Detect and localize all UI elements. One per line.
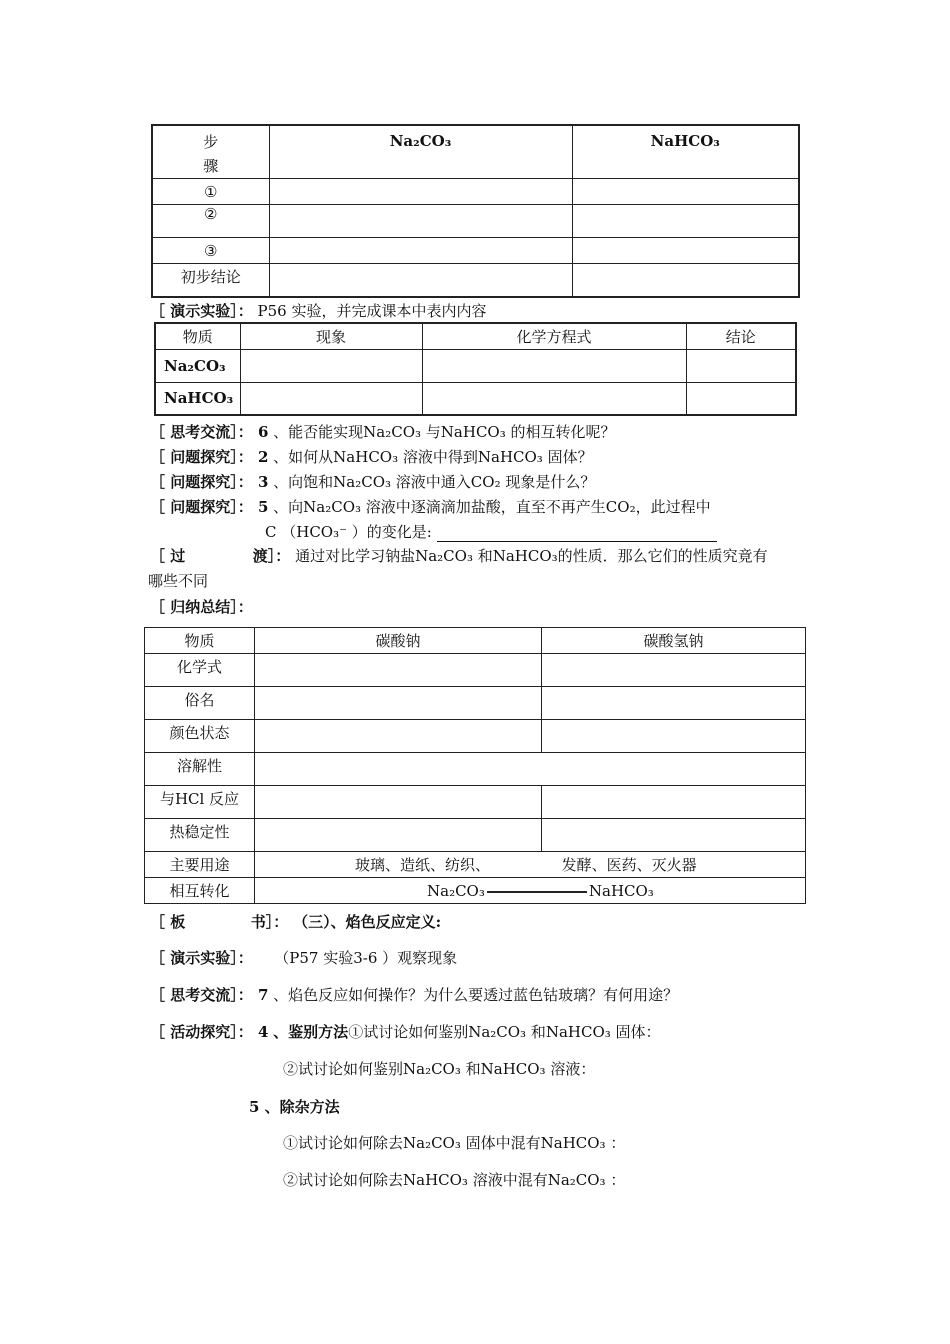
demo-tag: ［ 演示实验］： — [150, 302, 253, 320]
activity-item-3: ①试讨论如何除去Na₂CO₃ 固体中混有NaHCO₃ ： — [283, 1134, 626, 1152]
transition: ［ 过 渡］： 通过对比学习钠盐Na₂CO₃ 和NaHCO₃的性质．那么它们的性质究竟有 — [150, 547, 768, 565]
demo-experiment-1 — [150, 300, 486, 321]
activity-explore: ［ 活动探究］： 4 、鉴别方法①试讨论如何鉴别Na₂CO₃ 和NaHCO₃ 固体： — [150, 1023, 661, 1041]
row-na2co3: Na₂CO₃ — [155, 349, 240, 382]
convert-left: Na₂CO₃ — [427, 881, 485, 900]
row-nahco3: NaHCO₃ — [155, 382, 240, 415]
think-exchange-7: ［ 思考交流］： 7 、焰色反应如何操作？为什么要透过蓝色钴玻璃？有何用途？ — [150, 986, 679, 1004]
demo-table — [154, 322, 797, 416]
summary-heading: ［ 归纳总结］： — [150, 598, 253, 616]
step-2: ② — [152, 205, 269, 238]
summary-col-nahco3: 碳酸氢钠 — [542, 628, 806, 654]
row-interconversion: 相互转化 — [145, 878, 255, 904]
header-step: 步 骤 — [152, 125, 269, 179]
convert-right: NaHCO₃ — [588, 881, 654, 900]
col-phenomenon: 现象 — [240, 323, 422, 349]
row-thermal-stability: 热稳定性 — [145, 819, 255, 852]
answer-blank[interactable] — [437, 527, 717, 542]
col-equation: 化学方程式 — [422, 323, 686, 349]
conversion-arrow-line — [487, 891, 587, 893]
step-conclusion: 初步结论 — [152, 264, 269, 297]
row-hcl-reaction: 与HCl 反应 — [145, 786, 255, 819]
think-exchange-6: ［ 思考交流］： 6 、能否能实现Na₂CO₃ 与NaHCO₃ 的相互转化呢？ — [150, 423, 616, 441]
demo-text: P56 实验，并完成课本中表内内容 — [257, 302, 487, 320]
row-common-name: 俗名 — [145, 687, 255, 720]
row-uses: 主要用途 — [145, 852, 255, 878]
activity-item-4: ②试讨论如何除去NaHCO₃ 溶液中混有Na₂CO₃ ： — [283, 1171, 626, 1189]
steps-table — [151, 124, 800, 298]
problem-explore-5-cont: C （HCO₃⁻ ）的变化是: — [265, 521, 717, 542]
row-formula: 化学式 — [145, 654, 255, 687]
uses-nahco3: 发酵、医药、灭火器 — [561, 856, 697, 874]
row-color-state: 颜色状态 — [145, 720, 255, 753]
header-na2co3: Na₂CO₃ — [269, 125, 572, 179]
summary-table — [144, 627, 806, 904]
problem-explore-2: ［ 问题探究］： 2 、如何从NaHCO₃ 溶液中得到NaHCO₃ 固体？ — [150, 448, 593, 466]
demo-experiment-2: ［ 演示实验］： （P57 实验3-6 ）观察现象 — [150, 949, 458, 967]
col-conclusion: 结论 — [686, 323, 796, 349]
row-solubility: 溶解性 — [145, 753, 255, 786]
step-3: ③ — [152, 238, 269, 264]
step-1: ① — [152, 179, 269, 205]
activity-title-5: 5 、除杂方法 — [249, 1098, 340, 1116]
transition-cont: 哪些不同 — [148, 572, 209, 590]
summary-col-na2co3: 碳酸钠 — [255, 628, 542, 654]
summary-col-substance: 物质 — [145, 628, 255, 654]
col-substance: 物质 — [155, 323, 240, 349]
board-writing: ［ 板 书］： （三）、焰色反应定义: — [150, 913, 442, 931]
uses-na2co3: 玻璃、造纸、纺织、 — [355, 856, 491, 874]
activity-item-2: ②试讨论如何鉴别Na₂CO₃ 和NaHCO₃ 溶液： — [283, 1060, 596, 1078]
problem-explore-3: ［ 问题探究］： 3 、向饱和Na₂CO₃ 溶液中通入CO₂ 现象是什么？ — [150, 473, 596, 491]
header-nahco3: NaHCO₃ — [572, 125, 799, 179]
problem-explore-5: ［ 问题探究］： 5 、向Na₂CO₃ 溶液中逐滴滴加盐酸，直至不再产生CO₂，此过程中 — [150, 498, 711, 516]
